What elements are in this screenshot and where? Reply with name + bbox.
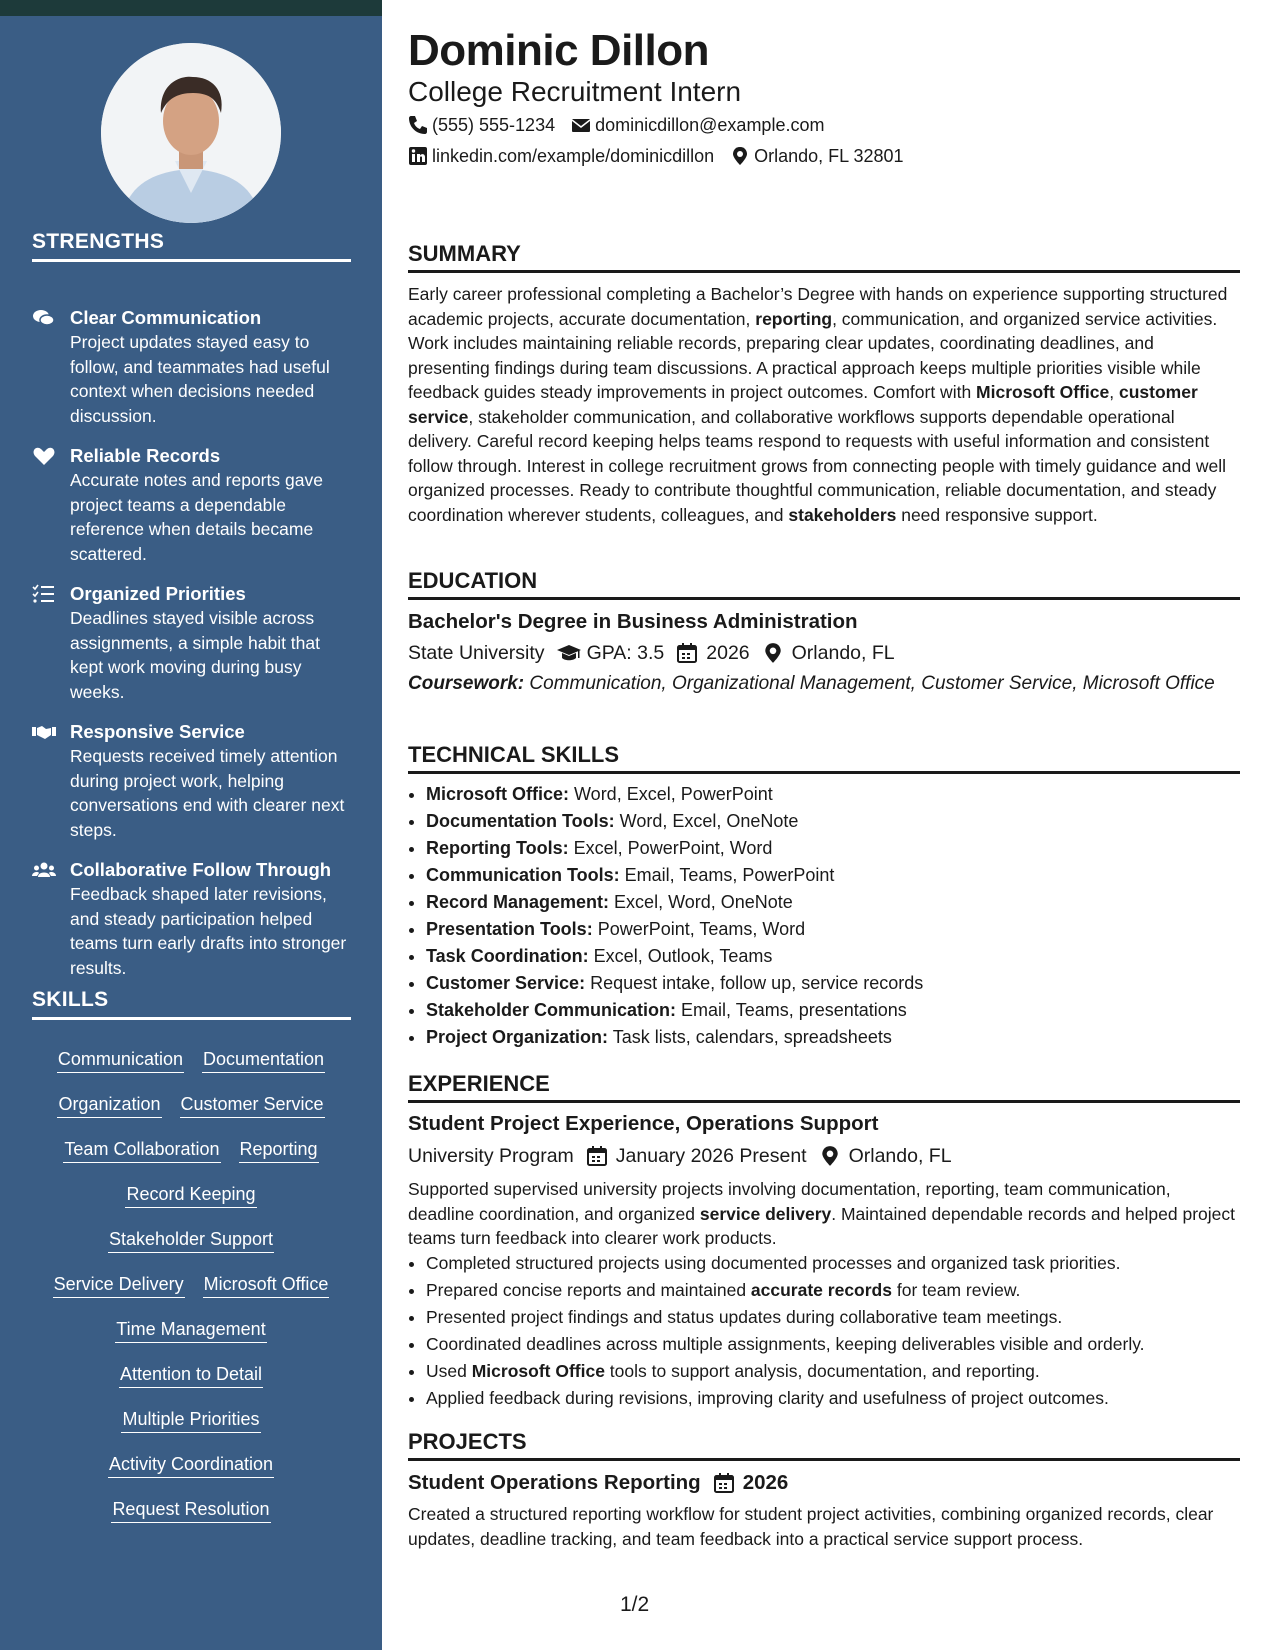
skill-tag: Time Management — [115, 1318, 266, 1343]
skill-tag: Record Keeping — [125, 1183, 256, 1208]
skill-tag: Microsoft Office — [203, 1273, 330, 1298]
phone-number[interactable]: (555) 555-1234 — [432, 115, 556, 135]
skill-tag: Multiple Priorities — [121, 1408, 260, 1433]
list-item: • Presented project findings and status updates during collaborative team meetings. — [426, 1304, 1256, 1331]
calendar-icon — [586, 1145, 608, 1167]
strength-item — [32, 444, 352, 566]
list-item: • Reporting Tools: Excel, PowerPoint, Word — [426, 835, 1256, 862]
project-year: 2026 — [742, 1471, 789, 1494]
list-item: • Stakeholder Communication: Email, Teams, presentations — [426, 997, 1256, 1024]
list-item: • Communication Tools: Email, Teams, PowerPoint — [426, 862, 1256, 889]
summary-heading: SUMMARY — [408, 241, 1240, 273]
linkedin-link[interactable]: linkedin.com/example/dominicdillon — [432, 146, 715, 166]
skills-heading: SKILLS — [32, 988, 351, 1020]
strength-desc: Deadlines stayed visible across assignments, a simple habit that kept work moving during busy weeks. — [70, 608, 320, 702]
list-item: • Completed structured projects using documented processes and organized task priorities. — [426, 1250, 1256, 1277]
experience-role: Student Project Experience, Operations Support — [408, 1112, 879, 1135]
skills-list — [32, 1048, 350, 1543]
strength-item — [32, 582, 352, 704]
strength-desc: Requests received timely attention during project work, helping conversations end with clearer next steps. — [70, 746, 345, 840]
location-text: Orlando, FL 32801 — [754, 146, 904, 166]
strength-title: Clear Communication — [70, 307, 262, 328]
sidebar-top-band — [0, 0, 382, 16]
education-meta — [408, 640, 895, 666]
list-check-icon — [32, 584, 56, 604]
skill-tag: Communication — [57, 1048, 184, 1073]
strength-item — [32, 858, 352, 980]
degree-title: Bachelor's Degree in Business Administration — [408, 610, 858, 633]
strength-desc: Project updates stayed easy to follow, and teammates had useful context when decisions needed discussion. — [70, 332, 330, 426]
handshake-icon — [32, 722, 56, 742]
organization-name: University Program — [408, 1145, 574, 1167]
summary-text: Early career professional completing a Bachelor’s Degree with hands on experience supporting structured academic projects, accurate documentation, reporting, communication, and organized service activities. Work includes maintaining reliable records, preparing clear updates, coordinating deadlines, and presenting findings during team discussions. A practical approach keeps multiple priorities visible while feedback guides steady improvements in project outcomes. Comfort with Microsoft Office, customer service, stakeholder communication, and collaborative workflows supports dependable operational delivery. Careful record keeping helps teams respond to requests with useful information and consistent follow through. Interest in college recruitment grows from connecting people with timely guidance and well organized processes. Ready to contribute thoughtful communication, reliable documentation, and steady coordination wherever students, colleagues, and stakeholders need responsive support. — [408, 284, 1228, 525]
skill-tag: Attention to Detail — [119, 1363, 263, 1388]
experience-dates: January 2026 Present — [615, 1145, 807, 1167]
strength-title: Responsive Service — [70, 721, 245, 742]
technical-skills-heading: TECHNICAL SKILLS — [408, 742, 1240, 774]
calendar-icon — [676, 642, 698, 664]
calendar-icon — [713, 1472, 735, 1494]
contact-row — [408, 145, 904, 167]
page-number: 1/2 — [620, 1593, 650, 1616]
projects-heading: PROJECTS — [408, 1429, 1240, 1461]
coursework: Coursework: Communication, Organizational Management, Customer Service, Microsoft Office — [408, 673, 1215, 694]
experience-heading: EXPERIENCE — [408, 1071, 1240, 1103]
users-icon — [32, 860, 56, 880]
list-item: • Record Management: Excel, Word, OneNote — [426, 889, 1256, 916]
strength-desc: Feedback shaped later revisions, and steady participation helped teams turn early drafts into stronger results. — [70, 884, 347, 978]
skill-tag: Stakeholder Support — [108, 1228, 274, 1253]
school-name: State University — [408, 642, 545, 664]
candidate-title: College Recruitment Intern — [408, 76, 742, 107]
list-item: • Used Microsoft Office tools to support analysis, documentation, and reporting. — [426, 1358, 1256, 1385]
map-pin-icon — [819, 1145, 841, 1167]
phone-icon — [408, 115, 428, 135]
list-item: • Applied feedback during revisions, improving clarity and usefulness of project outcomes. — [426, 1385, 1256, 1412]
strength-desc: Accurate notes and reports gave project teams a dependable reference when details became scattered. — [70, 470, 323, 564]
list-item: • Prepared concise reports and maintained accurate records for team review. — [426, 1277, 1256, 1304]
list-item: • Microsoft Office: Word, Excel, PowerPoint — [426, 781, 1256, 808]
map-pin-icon — [730, 146, 750, 166]
profile-photo — [101, 43, 281, 223]
email-link[interactable]: dominicdillon@example.com — [595, 115, 825, 135]
experience-bullets — [408, 1250, 1256, 1412]
skill-tag: Organization — [57, 1093, 161, 1118]
sidebar — [0, 16, 382, 1650]
graduation-year: 2026 — [706, 642, 750, 664]
list-item: • Presentation Tools: PowerPoint, Teams, Word — [426, 916, 1256, 943]
list-item: • Coordinated deadlines across multiple assignments, keeping deliverables visible and orderly. — [426, 1331, 1256, 1358]
graduation-cap-icon — [557, 642, 579, 664]
strength-item — [32, 720, 352, 842]
list-item: • Documentation Tools: Word, Excel, OneNote — [426, 808, 1256, 835]
contact-row — [408, 114, 824, 136]
strengths-heading: STRENGTHS — [32, 230, 351, 262]
strength-title: Organized Priorities — [70, 583, 246, 604]
education-heading: EDUCATION — [408, 568, 1240, 600]
strength-title: Collaborative Follow Through — [70, 859, 332, 880]
skill-tag: Documentation — [202, 1048, 325, 1073]
skill-tag: Customer Service — [180, 1093, 325, 1118]
project-description: Created a structured reporting workflow for student project activities, combining organized records, clear updates, deadline tracking, and team feedback into a practical service support process. — [408, 1504, 1214, 1549]
list-item: • Task Coordination: Excel, Outlook, Teams — [426, 943, 1256, 970]
strength-title: Reliable Records — [70, 445, 221, 466]
project-name: Student Operations Reporting — [408, 1471, 701, 1494]
skill-tag: Reporting — [239, 1138, 319, 1163]
envelope-icon — [571, 115, 591, 135]
map-pin-icon — [762, 642, 784, 664]
education-location: Orlando, FL — [791, 642, 895, 664]
experience-location: Orlando, FL — [848, 1145, 952, 1167]
linkedin-icon — [408, 146, 428, 166]
candidate-name: Dominic Dillon — [408, 26, 709, 75]
skill-tag: Activity Coordination — [108, 1453, 274, 1478]
technical-skills-list — [408, 781, 1256, 1051]
skill-tag: Service Delivery — [53, 1273, 185, 1298]
experience-meta — [408, 1143, 952, 1169]
list-item: • Project Organization: Task lists, calendars, spreadsheets — [426, 1024, 1256, 1051]
experience-description: Supported supervised university projects involving documentation, reporting, team communication, deadline coordination, and organized service delivery. Maintained dependable records and helped project teams turn feedback into clearer work products. — [408, 1179, 1236, 1248]
list-item: • Customer Service: Request intake, follow up, service records — [426, 970, 1256, 997]
heart-icon — [32, 446, 56, 466]
comments-icon — [32, 308, 56, 328]
project-title-row — [408, 1470, 788, 1496]
skill-tag: Team Collaboration — [63, 1138, 220, 1163]
skill-tag: Request Resolution — [111, 1498, 270, 1523]
strength-item — [32, 306, 352, 428]
strengths-list — [32, 306, 352, 996]
gpa-text: GPA: 3.5 — [586, 642, 665, 664]
